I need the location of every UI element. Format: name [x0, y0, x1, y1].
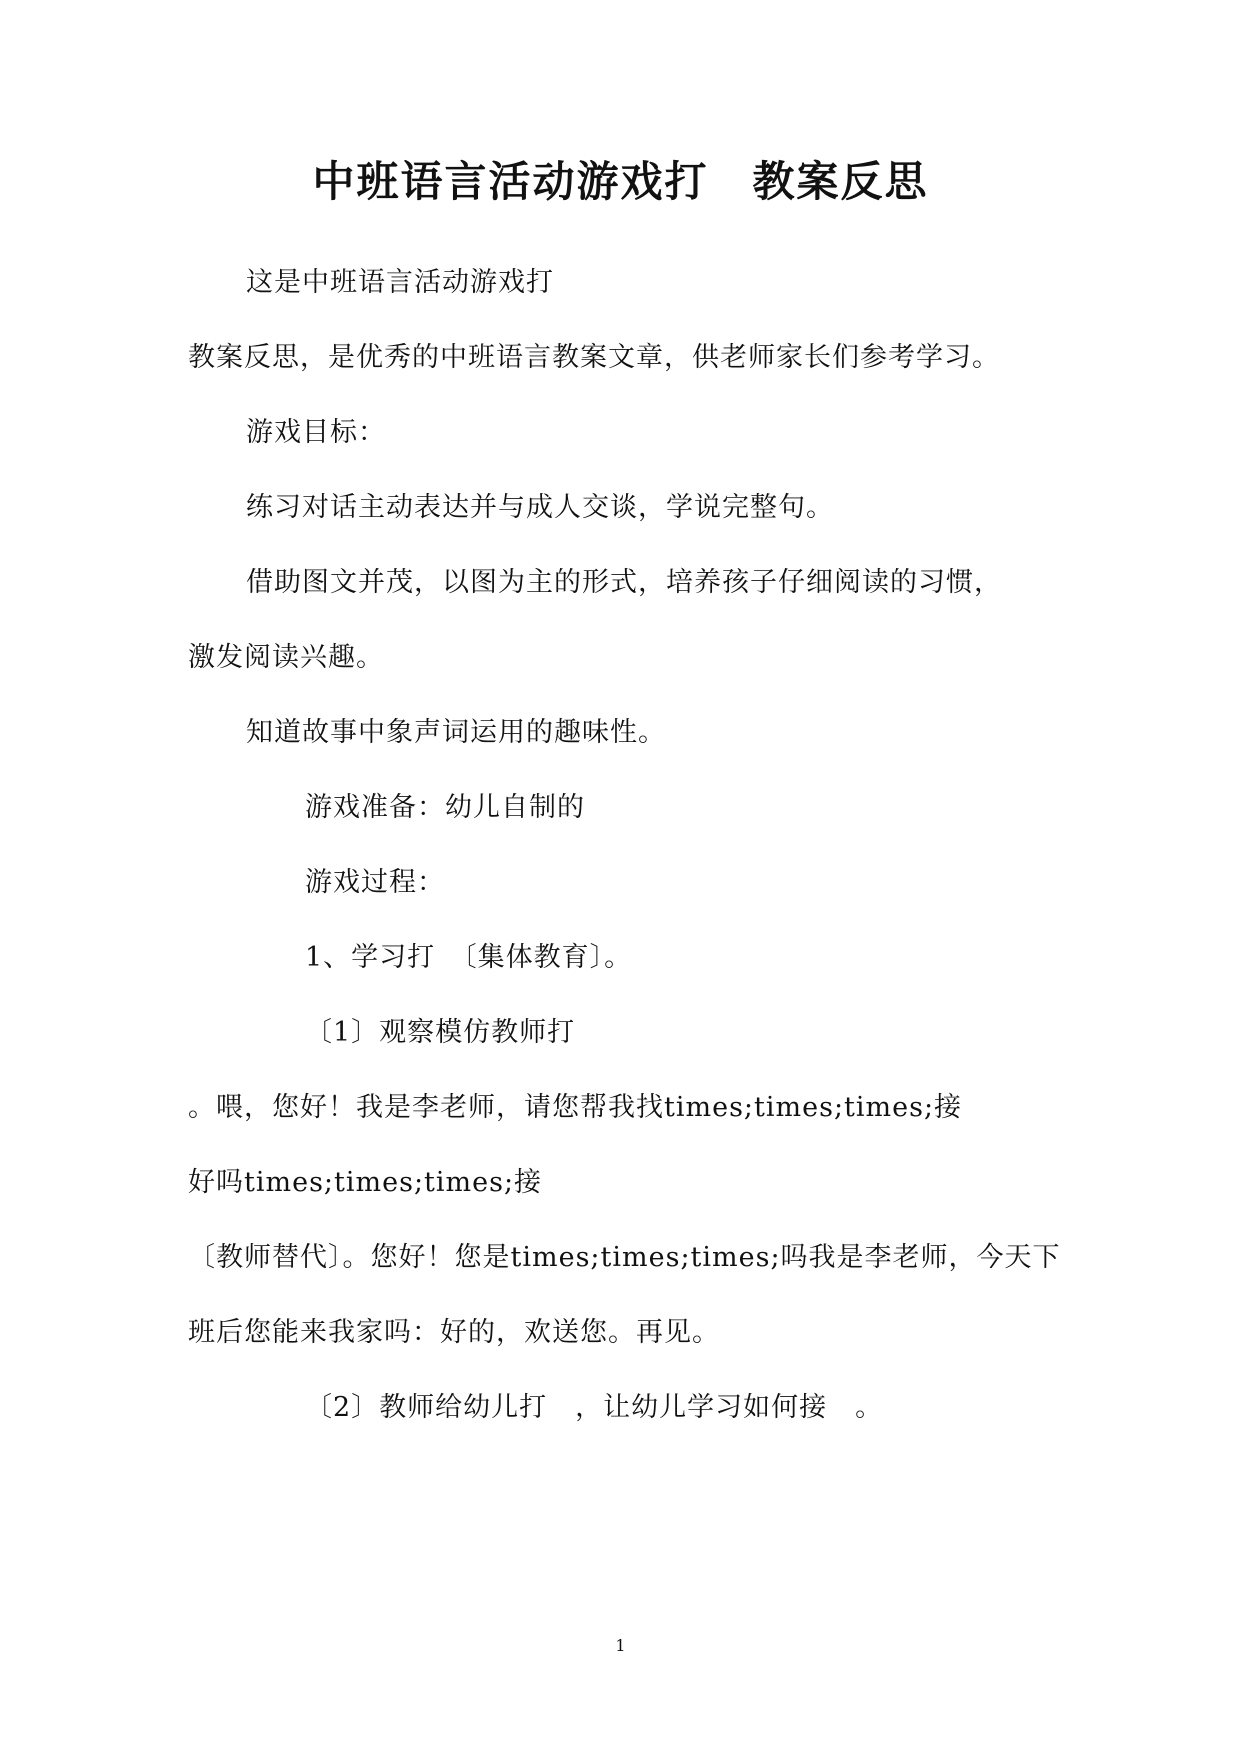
- paragraph-line: 知道故事中象声词运用的趣味性。: [246, 717, 666, 748]
- paragraph-line: 〔教师替代〕。您好！您是times;times;times;吗我是李老师，今天下: [188, 1242, 1061, 1273]
- paragraph-line: 游戏准备：幼儿自制的: [305, 792, 585, 823]
- paragraph-line: 练习对话主动表达并与成人交谈，学说完整句。: [246, 492, 834, 523]
- paragraph-line: 班后您能来我家吗：好的，欢送您。再见。: [188, 1317, 720, 1348]
- paragraph-line: 借助图文并茂，以图为主的形式，培养孩子仔细阅读的习惯，: [246, 567, 1002, 598]
- paragraph-line: 游戏目标：: [246, 417, 386, 448]
- paragraph-line: 激发阅读兴趣。: [188, 642, 384, 673]
- paragraph-line: 游戏过程：: [305, 867, 445, 898]
- document-title: 中班语言活动游戏打 教案反思: [312, 157, 929, 206]
- paragraph-line: 好吗times;times;times;接: [188, 1167, 543, 1198]
- paragraph-line: 这是中班语言活动游戏打: [246, 267, 554, 298]
- paragraph-line: 。喂，您好！我是李老师，请您帮我找times;times;times;接: [188, 1092, 963, 1123]
- paragraph-line: 教案反思，是优秀的中班语言教案文章，供老师家长们参考学习。: [188, 342, 1000, 373]
- page-number: 1: [615, 1636, 626, 1655]
- paragraph-line: 〔2〕教师给幼儿打 ，让幼儿学习如何接 。: [305, 1392, 884, 1423]
- paragraph-line: 〔1〕观察模仿教师打: [305, 1017, 576, 1048]
- paragraph-line: 1、学习打 〔集体教育〕。: [305, 942, 633, 973]
